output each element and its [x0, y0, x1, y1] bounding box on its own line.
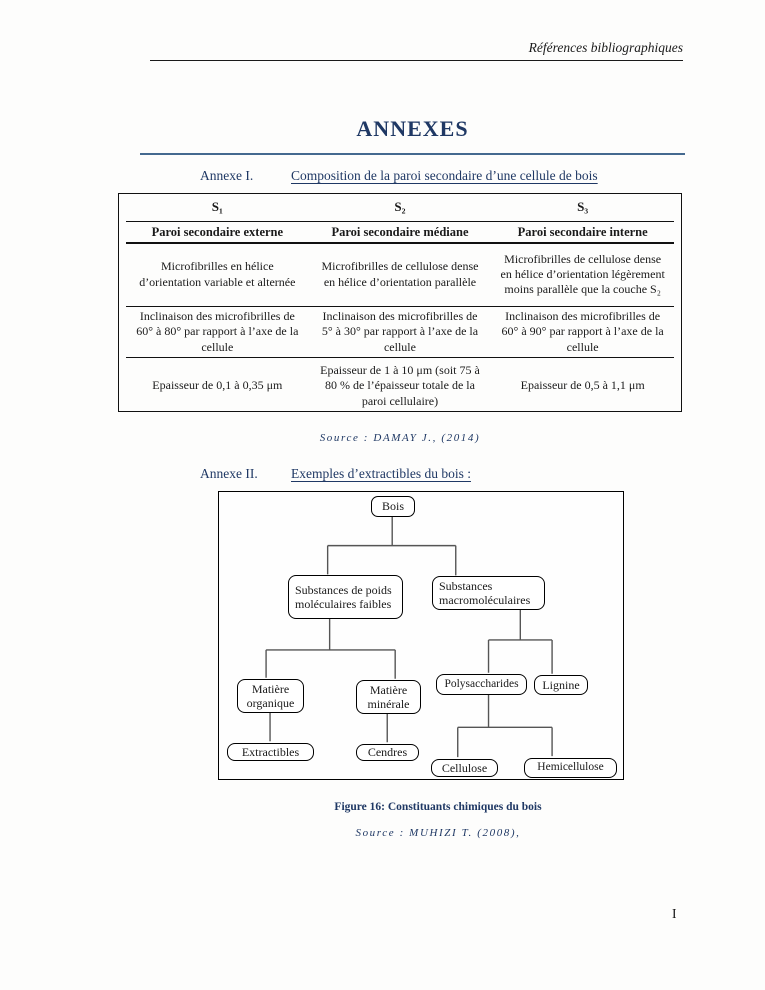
diagram-node-matiere-organique: Matière organique [237, 679, 304, 713]
figure-caption: Figure 16: Constituants chimiques du bois [334, 801, 542, 813]
layer-header-s1: S₁ [211, 198, 223, 214]
annexe1-heading-row [200, 168, 680, 184]
table-wall-header-row [126, 221, 674, 243]
table-cell: Epaisseur de 0,1 à 0,35 μm [152, 378, 283, 393]
table-layer-header-row [126, 194, 674, 221]
annexe2-heading-row [200, 466, 680, 482]
annexe1-heading: Composition de la paroi secondaire d’une cellule de bois [291, 168, 598, 183]
figure-frame [218, 491, 624, 780]
diagram-node-cendres: Cendres [356, 744, 419, 761]
diagram-node-hemicellulose: Hemicellulose [524, 758, 617, 778]
layer-header-s2: S₂ [394, 198, 406, 214]
wall-header-mediane: Paroi secondaire médiane [331, 224, 469, 239]
table-row [126, 358, 674, 414]
table-cell: Inclinaison des microfibrilles de 60° à 80° par rapport à l’axe de la cellule [136, 309, 299, 354]
annexe1-table-frame [118, 193, 682, 412]
diagram-connector-lines [219, 492, 623, 779]
wall-header-externe: Paroi secondaire externe [151, 224, 284, 239]
table-cell: Inclinaison des microfibrilles de 60° à 90° par rapport à l’axe de la cellule [501, 309, 664, 354]
table-row [126, 243, 674, 307]
annexe2-heading: Exemples d’extractibles du bois : [291, 466, 471, 481]
table-source: Source : DAMAY J., (2014) [319, 432, 481, 444]
page-title: ANNEXES [356, 116, 469, 141]
diagram-node-cellulose: Cellulose [431, 759, 498, 777]
annexe2-label: Annexe II. [200, 466, 258, 481]
table-row [126, 307, 674, 358]
running-header-title: Références bibliographiques [528, 40, 683, 55]
table-cell: Epaisseur de 0,5 à 1,1 μm [520, 378, 645, 393]
running-header [150, 40, 683, 61]
page-number: I [672, 906, 677, 921]
diagram-node-low-molecular-weight: Substances de poids moléculaires faibles [288, 575, 403, 619]
diagram-node-lignine: Lignine [534, 675, 588, 695]
table-cell: Epaisseur de 1 à 10 μm (soit 75 à 80 % de l’épaisseur totale de la paroi cellulaire) [320, 362, 480, 408]
diagram-node-bois: Bois [371, 496, 415, 517]
diagram-node-polysaccharides: Polysaccharides [436, 674, 527, 695]
layer-header-s3: S₃ [577, 198, 589, 214]
diagram-node-extractibles: Extractibles [227, 743, 314, 761]
title-block [140, 116, 685, 155]
wall-header-interne: Paroi secondaire interne [517, 224, 648, 239]
diagram-node-macromolecular: Substances macromoléculaires [432, 576, 545, 610]
table-cell: Microfibrilles de cellulose dense en hélice d’orientation légèrement moins parallèle que la couche S₂ [500, 251, 665, 297]
table-cell: Microfibrilles en hélice d’orientation variable et alternée [139, 259, 296, 289]
annexe1-label: Annexe I. [200, 168, 254, 183]
annexe1-table [126, 194, 674, 414]
table-cell: Inclinaison des microfibrilles de 5° à 30° par rapport à l’axe de la cellule [321, 309, 479, 354]
figure-source: Source : MUHIZI T. (2008), [355, 827, 521, 839]
table-cell: Microfibrilles de cellulose dense en hélice d’orientation parallèle [321, 259, 479, 289]
diagram-node-matiere-minerale: Matière minérale [356, 680, 421, 714]
